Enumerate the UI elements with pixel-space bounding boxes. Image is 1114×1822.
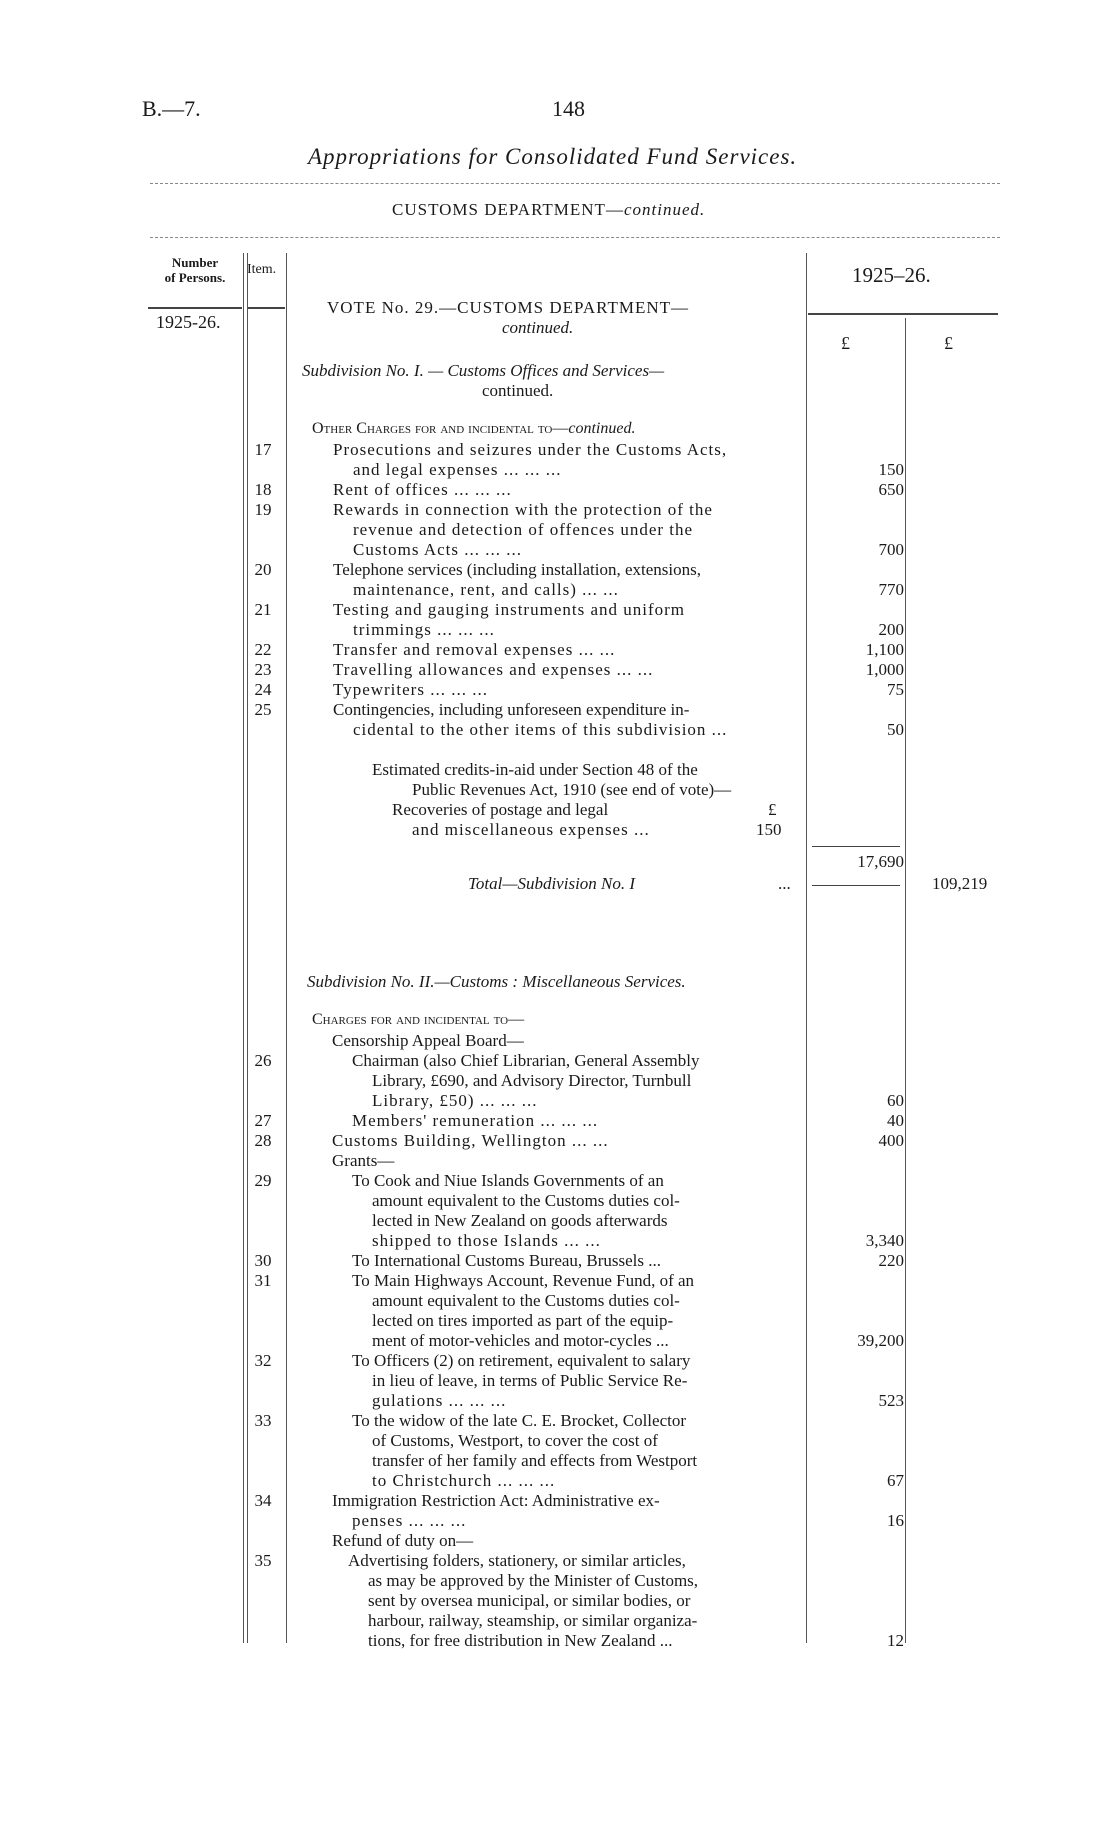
item-description: Library, £50) ... ... ...: [372, 1091, 538, 1110]
item-number: 19: [254, 500, 272, 519]
item-18-row: [0, 480, 1114, 500]
item-description: lected on tires imported as part of the equip-: [372, 1311, 674, 1330]
item-19-row-3: [0, 540, 1114, 560]
item-amount: 39,200: [857, 1331, 904, 1350]
item-number: 27: [254, 1111, 272, 1130]
total-row: [0, 874, 1114, 894]
subdivision-1-heading-continued: continued.: [482, 381, 554, 400]
item-number: 21: [254, 600, 272, 619]
item-amount: 700: [878, 540, 904, 559]
item-description: amount equivalent to the Customs duties col-: [372, 1291, 680, 1310]
item-number: 32: [254, 1351, 272, 1370]
item-30-row: [0, 1251, 1114, 1271]
item-number: 23: [254, 660, 272, 679]
item-description: gulations ... ... ...: [372, 1391, 507, 1410]
credits-note-row: [0, 760, 1114, 780]
item-31-row-3: [0, 1311, 1114, 1331]
item-25-row-2: [0, 720, 1114, 740]
item-32-row-3: [0, 1391, 1114, 1411]
item-description: Customs Acts ... ... ...: [353, 540, 522, 559]
title-rule: [150, 183, 1000, 184]
charges-heading: Charges for and incidental to—: [312, 1011, 525, 1028]
item-35-row-4: [0, 1611, 1114, 1631]
document-ref: B.—7.: [142, 96, 201, 121]
persons-header-rule: [148, 307, 242, 309]
item-description: as may be approved by the Minister of Customs,: [368, 1571, 699, 1590]
pound-sign-1: £: [841, 333, 850, 353]
item-35-row-5: [0, 1631, 1114, 1651]
pound-sign-2: £: [944, 333, 953, 353]
total-label: Total—Subdivision No. I: [468, 874, 636, 893]
item-amount: 650: [878, 480, 904, 499]
credits-note-line: Recoveries of postage and legal: [392, 800, 609, 819]
item-29-row-2: [0, 1191, 1114, 1211]
item-description: revenue and detection of offences under the: [353, 520, 694, 539]
item-description: To Main Highways Account, Revenue Fund, of an: [352, 1271, 695, 1290]
table-top-rule: [150, 237, 1000, 238]
item-28-row: [0, 1131, 1114, 1151]
item-29-row-3: [0, 1211, 1114, 1231]
vote-title: VOTE No. 29.—CUSTOMS DEPARTMENT—: [327, 298, 690, 317]
item-20-row-2: [0, 580, 1114, 600]
grand-total: 109,219: [932, 874, 988, 893]
item-description: Typewriters ... ... ...: [333, 680, 488, 699]
item-17-row-2: [0, 460, 1114, 480]
item-description: penses ... ... ...: [352, 1511, 467, 1530]
credits-note-line: and miscellaneous expenses ...: [412, 820, 650, 839]
item-number: 26: [254, 1051, 272, 1070]
item-amount: 67: [887, 1471, 904, 1490]
item-description: Prosecutions and seizures under the Customs Acts,: [333, 440, 728, 459]
item-description: To Officers (2) on retirement, equivalent to salary: [352, 1351, 691, 1370]
item-description: sent by oversea municipal, or similar bodies, or: [368, 1591, 691, 1610]
item-17-row: [0, 440, 1114, 460]
year-header-rule: [808, 313, 998, 315]
department-suffix: continued.: [623, 200, 706, 219]
item-34-row: [0, 1491, 1114, 1511]
item-description: Rent of offices ... ... ...: [333, 480, 512, 499]
item-header-rule: [247, 307, 285, 309]
item-description: Library, £690, and Advisory Director, Turnbull: [372, 1071, 692, 1090]
year-amounts: 1925–26.: [852, 263, 931, 287]
vote-title-continued: continued.: [502, 318, 574, 337]
item-number: 18: [254, 480, 272, 499]
item-description: Chairman (also Chief Librarian, General Assembly: [352, 1051, 700, 1070]
item-24-row: [0, 680, 1114, 700]
item-description: Members' remuneration ... ... ...: [352, 1111, 599, 1130]
item-description: amount equivalent to the Customs duties col-: [372, 1191, 680, 1210]
item-19-row: [0, 500, 1114, 520]
item-number: 28: [254, 1131, 272, 1150]
item-description: Customs Building, Wellington ... ...: [332, 1131, 609, 1150]
item-number: 29: [254, 1171, 272, 1190]
item-amount: 400: [878, 1131, 904, 1150]
item-description: Testing and gauging instruments and uniform: [333, 600, 686, 619]
persons-label-1: Number: [171, 255, 219, 270]
item-description: of Customs, Westport, to cover the cost of: [372, 1431, 658, 1450]
item-35-row-3: [0, 1591, 1114, 1611]
item-number: 33: [254, 1411, 272, 1430]
item-description: in lieu of leave, in terms of Public Service Re-: [372, 1371, 688, 1390]
page-title: Appropriations for Consolidated Fund Services.: [308, 144, 798, 169]
credits-note-row-2: [0, 780, 1114, 800]
item-description: tions, for free distribution in New Zealand ...: [368, 1631, 673, 1650]
item-amount: 770: [878, 580, 904, 599]
item-number: 24: [254, 680, 272, 699]
item-description: To International Customs Bureau, Brussels ...: [352, 1251, 662, 1270]
item-31-row: [0, 1271, 1114, 1291]
item-amount: 50: [887, 720, 904, 739]
item-33-row-4: [0, 1471, 1114, 1491]
item-description: Travelling allowances and expenses ... ...: [333, 660, 654, 679]
item-description: To the widow of the late C. E. Brocket, Collector: [352, 1411, 687, 1430]
item-description: Transfer and removal expenses ... ...: [333, 640, 616, 659]
year-persons: 1925-26.: [156, 312, 221, 332]
item-number: 31: [254, 1271, 272, 1290]
item-35-row-2: [0, 1571, 1114, 1591]
credits-note-row-3: [0, 800, 1114, 820]
item-31-row-2: [0, 1291, 1114, 1311]
item-33-row: [0, 1411, 1114, 1431]
item-29-row: [0, 1171, 1114, 1191]
credits-pound: £: [768, 800, 777, 819]
item-23-row: [0, 660, 1114, 680]
item-34-row-2: [0, 1511, 1114, 1531]
item-description: Immigration Restriction Act: Administrative ex-: [332, 1491, 660, 1510]
item-21-row: [0, 600, 1114, 620]
subtotal-row: [0, 852, 1114, 872]
persons-column-header: [152, 255, 238, 285]
item-description: transfer of her family and effects from Westport: [372, 1451, 698, 1470]
item-number: 30: [254, 1251, 272, 1270]
item-amount: 523: [878, 1391, 904, 1410]
grants-heading: Grants—: [332, 1151, 395, 1170]
item-29-row-4: [0, 1231, 1114, 1251]
item-31-row-4: [0, 1331, 1114, 1351]
subtotal-rule-top: [812, 846, 900, 847]
subdivision-2-heading: Subdivision No. II.—Customs : Miscellaneous Services.: [307, 972, 686, 991]
item-19-row-2: [0, 520, 1114, 540]
item-amount: 1,100: [865, 640, 904, 659]
department-heading: [392, 200, 705, 220]
item-22-row: [0, 640, 1114, 660]
item-description: lected in New Zealand on goods afterwards: [372, 1211, 668, 1230]
item-description: Contingencies, including unforeseen expenditure in-: [333, 700, 690, 719]
item-26-row-3: [0, 1091, 1114, 1111]
other-charges-heading: [312, 420, 635, 438]
item-amount: 12: [887, 1631, 904, 1650]
item-description: cidental to the other items of this subdivision ...: [353, 720, 728, 739]
item-25-row: [0, 700, 1114, 720]
credits-amount: 150: [756, 820, 782, 839]
item-description: ment of motor-vehicles and motor-cycles ...: [372, 1331, 669, 1350]
credits-note-line: Estimated credits-in-aid under Section 48 of the: [372, 760, 698, 779]
item-amount: 16: [887, 1511, 904, 1530]
item-description: Telephone services (including installation, extensions,: [333, 560, 701, 579]
item-description: To Cook and Niue Islands Governments of an: [352, 1171, 664, 1190]
item-amount: 150: [878, 460, 904, 479]
item-description: to Christchurch ... ... ...: [372, 1471, 556, 1490]
item-amount: 1,000: [865, 660, 904, 679]
item-26-row-2: [0, 1071, 1114, 1091]
item-amount: 220: [878, 1251, 904, 1270]
item-number: 35: [254, 1551, 272, 1570]
item-description: harbour, railway, steamship, or similar organiza-: [368, 1611, 698, 1630]
department-name: CUSTOMS DEPARTMENT—: [392, 200, 624, 219]
total-dots: ...: [778, 874, 791, 893]
item-column-header: Item.: [247, 262, 277, 277]
item-number: 25: [254, 700, 272, 719]
item-amount: 75: [887, 680, 904, 699]
item-26-row: [0, 1051, 1114, 1071]
item-description: trimmings ... ... ...: [353, 620, 495, 639]
credits-note-line: Public Revenues Act, 1910 (see end of vote)—: [412, 780, 732, 799]
item-20-row: [0, 560, 1114, 580]
item-number: 20: [254, 560, 272, 579]
item-amount: 3,340: [865, 1231, 904, 1250]
item-21-row-2: [0, 620, 1114, 640]
persons-label-2: of Persons.: [164, 270, 226, 285]
other-charges-label: Other Charges for and incidental to—: [312, 420, 569, 437]
subdivision-1-heading: Subdivision No. I. — Customs Offices and Services—: [302, 361, 665, 380]
item-description: and legal expenses ... ... ...: [353, 460, 562, 479]
item-32-row-2: [0, 1371, 1114, 1391]
item-description: Advertising folders, stationery, or similar articles,: [348, 1551, 686, 1570]
credits-note-row-4: [0, 820, 1114, 840]
item-description: Rewards in connection with the protection of the: [333, 500, 713, 519]
item-amount: 40: [887, 1111, 904, 1130]
page-number: 148: [552, 96, 585, 121]
item-number: 22: [254, 640, 272, 659]
censorship-heading: Censorship Appeal Board—: [332, 1031, 524, 1050]
item-description: maintenance, rent, and calls) ... ...: [353, 580, 619, 599]
refund-heading: Refund of duty on—: [332, 1531, 474, 1550]
item-27-row: [0, 1111, 1114, 1131]
item-32-row: [0, 1351, 1114, 1371]
item-amount: 200: [878, 620, 904, 639]
item-number: 17: [254, 440, 272, 459]
item-33-row-2: [0, 1431, 1114, 1451]
item-amount: 60: [887, 1091, 904, 1110]
other-charges-continued: continued.: [568, 420, 636, 437]
item-33-row-3: [0, 1451, 1114, 1471]
item-number: 34: [254, 1491, 272, 1510]
item-35-row: [0, 1551, 1114, 1571]
subtotal-amount: 17,690: [857, 852, 904, 871]
item-description: shipped to those Islands ... ...: [372, 1231, 601, 1250]
